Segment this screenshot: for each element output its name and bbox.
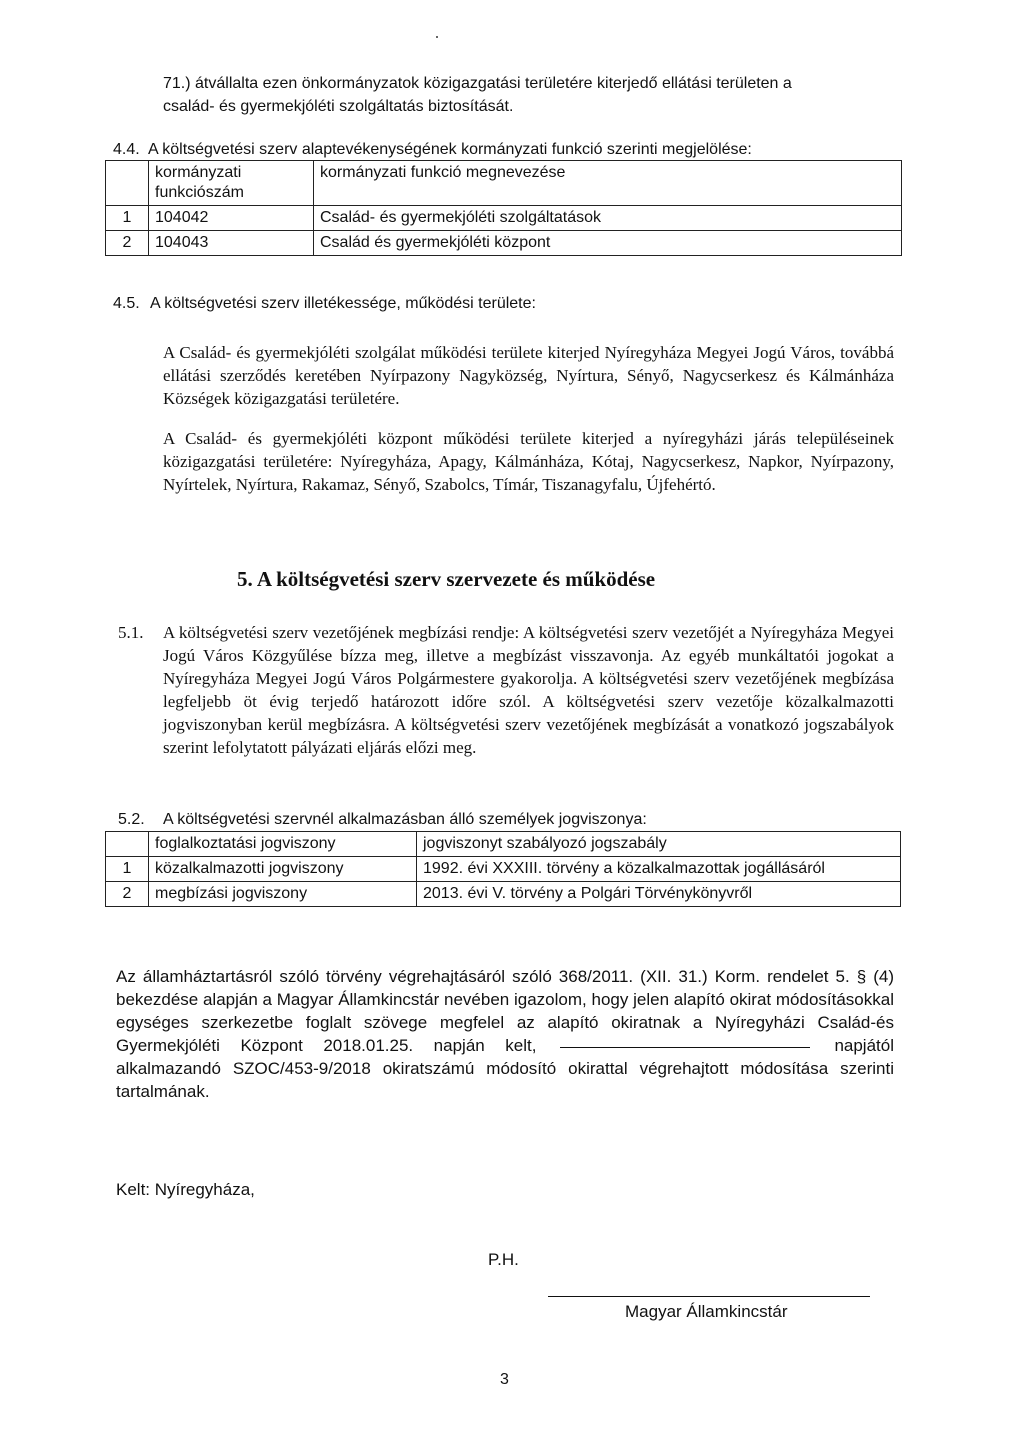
item-71 <box>163 72 903 118</box>
table-cell: 1992. évi XXXIII. törvény a közalkalmazottak jogállásáról <box>417 857 901 882</box>
certification-paragraph <box>116 965 894 1103</box>
table-row <box>106 882 901 907</box>
section-5-heading: 5. A költségvetési szerv szervezete és működése <box>237 567 656 591</box>
date-blank-line <box>560 1046 810 1048</box>
table-header-cell: kormányzati funkció megnevezése <box>314 161 902 206</box>
table-cell: 2 <box>106 882 149 907</box>
section-5-2-title: A költségvetési szervnél alkalmazásban álló személyek jogviszonya: <box>163 811 647 828</box>
table-cell: 1 <box>106 857 149 882</box>
section-4-5-number: 4.5. <box>113 295 140 312</box>
certification-text-part-1: Az államháztartásról szóló törvény végrehajtásáról szóló 368/2011. (XII. 31.) Korm. rendelet 5. § (4) bekezdése alapján a Magyar Államkincstár nevében igazolom, hogy jelen alapító okirat módosításokkal egységes szerkezetbe foglalt szövege megfelel az alapító okiratnak a Nyíregyházi Család-és Gyermekjóléti Központ 2018.01.25. napján kelt, <box>116 967 894 1055</box>
table-header-cell: foglalkoztatási jogviszony <box>149 832 417 857</box>
table-cell: 2013. évi V. törvény a Polgári Törvénykönyvről <box>417 882 901 907</box>
table-cell: közalkalmazotti jogviszony <box>149 857 417 882</box>
table-header-row <box>106 832 901 857</box>
table-cell: 104043 <box>149 231 314 256</box>
table-row <box>106 231 902 256</box>
functions-table <box>105 160 902 256</box>
item-71-line-2: család- és gyermekjóléti szolgáltatás biztosítását. <box>163 98 514 115</box>
stamp-placeholder: P.H. <box>488 1250 519 1269</box>
signature-line <box>548 1296 870 1297</box>
page-number: 3 <box>500 1371 509 1388</box>
table-cell: 104042 <box>149 206 314 231</box>
table-cell <box>106 832 149 857</box>
table-cell: 2 <box>106 231 149 256</box>
section-4-4-title: A költségvetési szerv alaptevékenységének kormányzati funkció szerinti megjelölése: <box>148 141 752 158</box>
section-5-1-number: 5.1. <box>118 623 144 642</box>
certification-text-part-2: napjától alkalmazandó SZOC/453-9/2018 okiratszámú módosító okirattal végrehajtott módosítása szerinti tartalmának. <box>116 1036 894 1101</box>
table-header-cell: kormányzati funkciószám <box>149 161 314 206</box>
table-cell: Család- és gyermekjóléti szolgáltatások <box>314 206 902 231</box>
section-4-5-paragraph-2: A Család- és gyermekjóléti központ működési területe kiterjed a nyíregyházi járás településeinek közigazgatási területére: Nyíregyháza, Apagy, Kálmánháza, Kótaj, Nagycserkesz, Napkor, Nyírpazony, Nyírtelek, Nyírtura, Rakamaz, Sényő, Szabolcs, Tímár, Tiszanagyfalu, Újfehértó. <box>163 429 894 494</box>
table-cell: Család és gyermekjóléti központ <box>314 231 902 256</box>
signatory: Magyar Államkincstár <box>625 1302 788 1321</box>
section-5-2-number: 5.2. <box>118 811 145 828</box>
section-5-1-text: A költségvetési szerv vezetőjének megbízási rendje: A költségvetési szerv vezetőjét a Nyíregyháza Megyei Jogú Város Közgyűlése bízza meg, illetve a megbízást visszavonja. Az egyéb munkáltatói jogokat a Nyíregyháza Megyei Jogú Város Polgármestere gyakorolja. A költségvetési szerv vezetőjének megbízása legfeljebb öt évig terjedő határozott időre szól. A költségvetési szerv vezetője közalkalmazotti jogviszonyban kerül megbízásra. A költségvetési szerv vezetőjének megbízását a vonatkozó jogszabályok szerint lefolytatott pályázati eljárás előzi meg. <box>163 623 894 757</box>
table-cell <box>106 161 149 206</box>
table-header-row <box>106 161 902 206</box>
section-4-4-number: 4.4. <box>113 141 140 158</box>
table-header-cell: jogviszonyt szabályozó jogszabály <box>417 832 901 857</box>
employment-table <box>105 831 901 907</box>
place-of-issue: Kelt: Nyíregyháza, <box>116 1180 255 1199</box>
table-cell: 1 <box>106 206 149 231</box>
table-cell: megbízási jogviszony <box>149 882 417 907</box>
section-4-5-title: A költségvetési szerv illetékessége, működési területe: <box>150 295 536 312</box>
section-4-5-paragraph-1: A Család- és gyermekjóléti szolgálat működési területe kiterjed Nyíregyháza Megyei Jogú Város, továbbá ellátási szerződés keretében Nyírpazony Nagyközség, Nyírtura, Sényő, Nagycserkesz és Kálmánháza Községek közigazgatási területére. <box>163 343 894 408</box>
table-row <box>106 206 902 231</box>
item-71-line-1: 71.) átvállalta ezen önkormányzatok közigazgatási területére kiterjedő ellátási területen a <box>163 75 792 92</box>
scan-speck <box>436 36 438 38</box>
table-row <box>106 857 901 882</box>
